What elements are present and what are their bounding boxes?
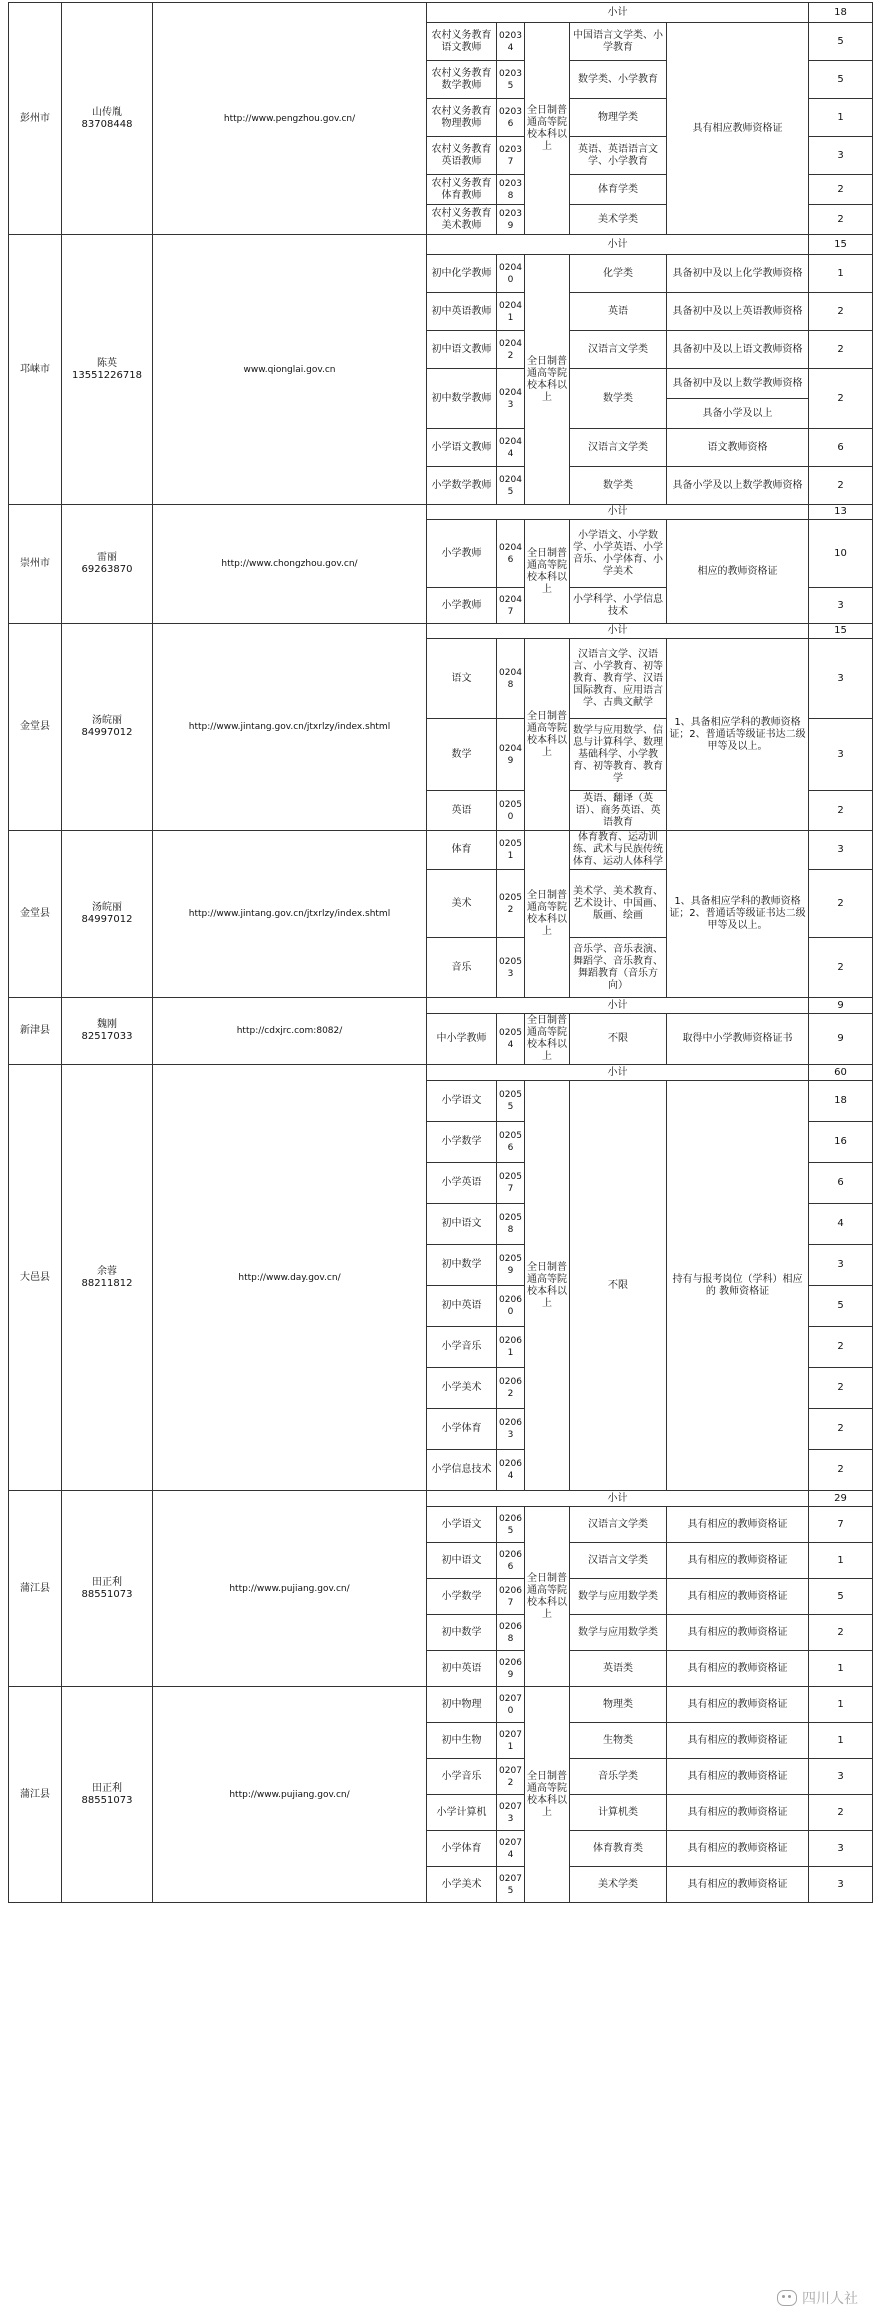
post-cell: 小学语文 [427, 1507, 497, 1543]
post-cell: 语文 [427, 639, 497, 719]
count-cell: 1 [809, 99, 873, 137]
count-cell: 5 [809, 1579, 873, 1615]
post-cell: 小学音乐 [427, 1327, 497, 1368]
url-cell: http://www.pujiang.gov.cn/ [153, 1687, 427, 1903]
watermark [777, 2288, 858, 2308]
contact-name: 田正利 [92, 1782, 122, 1794]
contact-cell [62, 235, 153, 505]
count-cell: 16 [809, 1122, 873, 1163]
url-cell: http://cdxjrc.com:8082/ [153, 998, 427, 1065]
requirement-cell: 具备初中及以上英语教师资格 [667, 293, 809, 331]
code-cell: 02048 [497, 639, 525, 719]
code-cell: 02055 [497, 1081, 525, 1122]
post-cell: 农村义务教育英语教师 [427, 137, 497, 175]
post-cell: 英语 [427, 791, 497, 831]
requirement-cell: 具有相应的教师资格证 [667, 1723, 809, 1759]
code-cell: 02036 [497, 99, 525, 137]
subtotal-label: 小计 [427, 235, 809, 255]
wechat-icon [777, 2290, 797, 2306]
subtotal-label: 小计 [427, 3, 809, 23]
count-cell: 3 [809, 1867, 873, 1903]
contact-name: 汤皖丽 [92, 902, 122, 913]
major-cell: 美术学类 [570, 205, 667, 235]
subtotal-row [9, 998, 873, 1014]
post-cell: 小学数学 [427, 1579, 497, 1615]
region-cell: 崇州市 [9, 505, 62, 624]
education-cell: 全日制普通高等院校本科以上 [525, 1081, 570, 1491]
major-cell: 汉语言文学类 [570, 1543, 667, 1579]
code-cell: 02038 [497, 175, 525, 205]
contact-phone: 82517033 [81, 1031, 133, 1042]
count-cell: 3 [809, 639, 873, 719]
post-cell: 小学语文教师 [427, 429, 497, 467]
code-cell: 02041 [497, 293, 525, 331]
subtotal-row [9, 1491, 873, 1507]
major-cell: 数学类 [570, 369, 667, 429]
major-cell: 体育学类 [570, 175, 667, 205]
major-cell: 英语类 [570, 1651, 667, 1687]
region-cell: 大邑县 [9, 1065, 62, 1491]
count-cell: 3 [809, 1831, 873, 1867]
education-cell: 全日制普通高等院校本科以上 [525, 831, 570, 998]
post-cell: 初中语文教师 [427, 331, 497, 369]
subtotal-count: 29 [809, 1491, 873, 1507]
major-cell: 物理类 [570, 1687, 667, 1723]
contact-cell [62, 998, 153, 1065]
code-cell: 02070 [497, 1687, 525, 1723]
count-cell: 2 [809, 1795, 873, 1831]
education-cell: 全日制普通高等院校本科以上 [525, 639, 570, 831]
count-cell: 2 [809, 1327, 873, 1368]
post-cell: 数学 [427, 719, 497, 791]
contact-phone: 13551226718 [72, 369, 142, 381]
major-cell: 汉语言文学类 [570, 331, 667, 369]
code-cell: 02053 [497, 938, 525, 998]
contact-cell [62, 505, 153, 624]
count-cell: 2 [809, 1409, 873, 1450]
code-cell: 02044 [497, 429, 525, 467]
region-cell: 蒲江县 [9, 1491, 62, 1687]
post-cell: 小学数学 [427, 1122, 497, 1163]
major-cell: 体育教育、运动训练、武术与民族传统体育、运动人体科学 [570, 831, 667, 870]
post-cell: 农村义务教育物理教师 [427, 99, 497, 137]
major-cell: 化学类 [570, 255, 667, 293]
major-cell: 小学科学、小学信息技术 [570, 588, 667, 624]
count-cell: 9 [809, 1014, 873, 1065]
major-cell: 数学与应用数学、信息与计算科学、数理基础科学、小学教育、初等教育、教育学 [570, 719, 667, 791]
requirement-cell: 具有相应教师资格证 [667, 23, 809, 235]
code-cell: 02042 [497, 331, 525, 369]
count-cell: 1 [809, 1543, 873, 1579]
subtotal-count: 18 [809, 3, 873, 23]
region-cell: 新津县 [9, 998, 62, 1065]
contact-phone: 84997012 [81, 727, 133, 738]
education-cell: 全日制普通高等院校本科以上 [525, 1014, 570, 1065]
contact-name: 山传胤 [92, 106, 122, 118]
count-cell: 18 [809, 1081, 873, 1122]
post-cell: 初中语文 [427, 1204, 497, 1245]
url-cell: http://www.pujiang.gov.cn/ [153, 1491, 427, 1687]
post-cell: 小学美术 [427, 1368, 497, 1409]
count-cell: 5 [809, 1286, 873, 1327]
count-cell: 1 [809, 255, 873, 293]
requirement-cell: 取得中小学教师资格证书 [667, 1014, 809, 1065]
contact-phone: 83708448 [81, 118, 133, 130]
major-cell: 数学类、小学教育 [570, 61, 667, 99]
post-cell: 美术 [427, 870, 497, 938]
post-cell: 小学英语 [427, 1163, 497, 1204]
code-cell: 02059 [497, 1245, 525, 1286]
code-cell: 02045 [497, 467, 525, 505]
post-cell: 农村义务教育美术教师 [427, 205, 497, 235]
major-cell: 音乐学类 [570, 1759, 667, 1795]
post-cell: 小学美术 [427, 1867, 497, 1903]
subtotal-count: 15 [809, 235, 873, 255]
post-cell: 小学计算机 [427, 1795, 497, 1831]
table-row [9, 1687, 873, 1723]
url-cell: http://www.jintang.gov.cn/jtxrlzy/index.shtml [153, 831, 427, 998]
count-cell: 3 [809, 831, 873, 870]
post-cell: 小学数学教师 [427, 467, 497, 505]
url-cell: http://www.day.gov.cn/ [153, 1065, 427, 1491]
post-cell: 小学教师 [427, 588, 497, 624]
major-cell: 小学语文、小学数学、小学英语、小学音乐、小学体育、小学美术 [570, 520, 667, 588]
subtotal-label: 小计 [427, 505, 809, 520]
contact-cell [62, 624, 153, 831]
code-cell: 02057 [497, 1163, 525, 1204]
count-cell: 3 [809, 137, 873, 175]
code-cell: 02068 [497, 1615, 525, 1651]
count-cell: 3 [809, 1245, 873, 1286]
contact-name: 陈英 [97, 357, 117, 369]
contact-name: 汤皖丽 [92, 715, 122, 726]
count-cell: 6 [809, 1163, 873, 1204]
code-cell: 02046 [497, 520, 525, 588]
requirement-cell: 具备初中及以上语文教师资格 [667, 331, 809, 369]
requirement-cell: 相应的教师资格证 [667, 520, 809, 624]
major-cell: 英语、英语语言文学、小学教育 [570, 137, 667, 175]
post-cell: 初中数学 [427, 1245, 497, 1286]
subtotal-row [9, 505, 873, 520]
subtotal-row [9, 1065, 873, 1081]
requirement-cell: 具有相应的教师资格证 [667, 1507, 809, 1543]
post-cell: 体育 [427, 831, 497, 870]
code-cell: 02063 [497, 1409, 525, 1450]
count-cell: 7 [809, 1507, 873, 1543]
post-cell: 初中生物 [427, 1723, 497, 1759]
contact-name: 魏刚 [97, 1019, 117, 1030]
requirement-cell: 具备小学及以上数学教师资格 [667, 467, 809, 505]
contact-cell [62, 1491, 153, 1687]
post-cell: 初中化学教师 [427, 255, 497, 293]
contact-name: 雷丽 [97, 552, 117, 563]
region-cell: 金堂县 [9, 831, 62, 998]
code-cell: 02072 [497, 1759, 525, 1795]
code-cell: 02052 [497, 870, 525, 938]
contact-cell [62, 3, 153, 235]
major-cell: 中国语言文学类、小学教育 [570, 23, 667, 61]
requirement-cell: 具备小学及以上 [667, 399, 809, 429]
code-cell: 02037 [497, 137, 525, 175]
count-cell: 2 [809, 1368, 873, 1409]
requirement-cell: 具有相应的教师资格证 [667, 1687, 809, 1723]
major-cell: 数学与应用数学类 [570, 1579, 667, 1615]
post-cell: 初中英语 [427, 1651, 497, 1687]
major-cell: 汉语言文学、汉语言、小学教育、初等教育、教育学、汉语国际教育、应用语言学、古典文献学 [570, 639, 667, 719]
count-cell: 5 [809, 23, 873, 61]
count-cell: 6 [809, 429, 873, 467]
post-cell: 小学语文 [427, 1081, 497, 1122]
post-cell: 初中物理 [427, 1687, 497, 1723]
region-cell: 彭州市 [9, 3, 62, 235]
post-cell: 农村义务教育数学教师 [427, 61, 497, 99]
region-cell: 邛崃市 [9, 235, 62, 505]
post-cell: 小学教师 [427, 520, 497, 588]
subtotal-count: 15 [809, 624, 873, 639]
post-cell: 中小学教师 [427, 1014, 497, 1065]
table-row [9, 831, 873, 870]
major-cell: 不限 [570, 1014, 667, 1065]
major-cell: 物理学类 [570, 99, 667, 137]
code-cell: 02035 [497, 61, 525, 99]
code-cell: 02071 [497, 1723, 525, 1759]
education-cell: 全日制普通高等院校本科以上 [525, 520, 570, 624]
major-cell: 不限 [570, 1081, 667, 1491]
post-cell: 小学信息技术 [427, 1450, 497, 1491]
requirement-cell: 具备初中及以上数学教师资格 [667, 369, 809, 399]
contact-phone: 88551073 [81, 1794, 133, 1806]
code-cell: 02074 [497, 1831, 525, 1867]
major-cell: 英语、翻译（英语）、商务英语、英语教育 [570, 791, 667, 831]
post-cell: 初中数学教师 [427, 369, 497, 429]
count-cell: 2 [809, 205, 873, 235]
subtotal-count: 9 [809, 998, 873, 1014]
major-cell: 计算机类 [570, 1795, 667, 1831]
code-cell: 02056 [497, 1122, 525, 1163]
count-cell: 3 [809, 719, 873, 791]
post-cell: 初中数学 [427, 1615, 497, 1651]
count-cell: 2 [809, 467, 873, 505]
count-cell: 1 [809, 1687, 873, 1723]
post-cell: 初中语文 [427, 1543, 497, 1579]
requirement-cell: 具有相应的教师资格证 [667, 1543, 809, 1579]
code-cell: 02061 [497, 1327, 525, 1368]
requirement-cell: 具有相应的教师资格证 [667, 1579, 809, 1615]
code-cell: 02073 [497, 1795, 525, 1831]
major-cell: 体育教育类 [570, 1831, 667, 1867]
contact-name: 余蓉 [97, 1265, 117, 1277]
contact-phone: 88211812 [81, 1277, 133, 1289]
major-cell: 英语 [570, 293, 667, 331]
education-cell: 全日制普通高等院校本科以上 [525, 23, 570, 235]
code-cell: 02066 [497, 1543, 525, 1579]
count-cell: 2 [809, 293, 873, 331]
count-cell: 2 [809, 331, 873, 369]
contact-phone: 84997012 [81, 914, 133, 925]
contact-cell [62, 831, 153, 998]
post-cell: 农村义务教育体育教师 [427, 175, 497, 205]
requirement-cell: 1、具备相应学科的教师资格证；2、普通话等级证书达二级甲等及以上。 [667, 831, 809, 998]
code-cell: 02067 [497, 1579, 525, 1615]
count-cell: 3 [809, 1759, 873, 1795]
count-cell: 2 [809, 369, 873, 429]
code-cell: 02054 [497, 1014, 525, 1065]
url-cell: www.qionglai.gov.cn [153, 235, 427, 505]
subtotal-count: 13 [809, 505, 873, 520]
count-cell: 3 [809, 588, 873, 624]
major-cell: 汉语言文学类 [570, 1507, 667, 1543]
major-cell: 生物类 [570, 1723, 667, 1759]
subtotal-count: 60 [809, 1065, 873, 1081]
requirement-cell: 具有相应的教师资格证 [667, 1867, 809, 1903]
subtotal-label: 小计 [427, 1491, 809, 1507]
url-cell: http://www.pengzhou.gov.cn/ [153, 3, 427, 235]
major-cell: 音乐学、音乐表演、舞蹈学、音乐教育、舞蹈教育（音乐方向） [570, 938, 667, 998]
subtotal-label: 小计 [427, 1065, 809, 1081]
contact-phone: 69263870 [81, 564, 133, 575]
code-cell: 02043 [497, 369, 525, 429]
subtotal-label: 小计 [427, 624, 809, 639]
major-cell: 美术学、美术教育、艺术设计、中国画、版画、绘画 [570, 870, 667, 938]
count-cell: 2 [809, 1450, 873, 1491]
count-cell: 2 [809, 938, 873, 998]
subtotal-row [9, 624, 873, 639]
requirement-cell: 1、具备相应学科的教师资格证；2、普通话等级证书达二级甲等及以上。 [667, 639, 809, 831]
major-cell: 数学类 [570, 467, 667, 505]
post-cell: 音乐 [427, 938, 497, 998]
post-cell: 初中英语教师 [427, 293, 497, 331]
subtotal-row [9, 235, 873, 255]
code-cell: 02039 [497, 205, 525, 235]
url-cell: http://www.chongzhou.gov.cn/ [153, 505, 427, 624]
major-cell: 美术学类 [570, 1867, 667, 1903]
count-cell: 2 [809, 791, 873, 831]
code-cell: 02050 [497, 791, 525, 831]
contact-cell [62, 1065, 153, 1491]
code-cell: 02064 [497, 1450, 525, 1491]
code-cell: 02075 [497, 1867, 525, 1903]
requirement-cell: 具有相应的教师资格证 [667, 1759, 809, 1795]
major-cell: 数学与应用数学类 [570, 1615, 667, 1651]
subtotal-label: 小计 [427, 998, 809, 1014]
watermark-text: 四川人社 [802, 2291, 858, 2307]
count-cell: 2 [809, 1615, 873, 1651]
education-cell: 全日制普通高等院校本科以上 [525, 1507, 570, 1687]
count-cell: 1 [809, 1651, 873, 1687]
requirement-cell: 语文教师资格 [667, 429, 809, 467]
count-cell: 1 [809, 1723, 873, 1759]
major-cell: 汉语言文学类 [570, 429, 667, 467]
contact-phone: 88551073 [81, 1588, 133, 1600]
subtotal-row [9, 3, 873, 23]
count-cell: 2 [809, 175, 873, 205]
recruitment-table [8, 2, 873, 1903]
code-cell: 02049 [497, 719, 525, 791]
education-cell: 全日制普通高等院校本科以上 [525, 255, 570, 505]
count-cell: 5 [809, 61, 873, 99]
code-cell: 02069 [497, 1651, 525, 1687]
count-cell: 10 [809, 520, 873, 588]
requirement-cell: 具有相应的教师资格证 [667, 1615, 809, 1651]
post-cell: 小学体育 [427, 1831, 497, 1867]
code-cell: 02058 [497, 1204, 525, 1245]
requirement-cell: 具有相应的教师资格证 [667, 1795, 809, 1831]
code-cell: 02060 [497, 1286, 525, 1327]
url-cell: http://www.jintang.gov.cn/jtxrlzy/index.shtml [153, 624, 427, 831]
code-cell: 02062 [497, 1368, 525, 1409]
code-cell: 02034 [497, 23, 525, 61]
count-cell: 4 [809, 1204, 873, 1245]
code-cell: 02047 [497, 588, 525, 624]
code-cell: 02051 [497, 831, 525, 870]
count-cell: 2 [809, 870, 873, 938]
code-cell: 02040 [497, 255, 525, 293]
post-cell: 农村义务教育语文教师 [427, 23, 497, 61]
post-cell: 初中英语 [427, 1286, 497, 1327]
education-cell: 全日制普通高等院校本科以上 [525, 1687, 570, 1903]
requirement-cell: 具备初中及以上化学教师资格 [667, 255, 809, 293]
requirement-cell: 持有与报考岗位（学科）相应的 教师资格证 [667, 1081, 809, 1491]
recruitment-table-page [8, 2, 872, 2314]
post-cell: 小学音乐 [427, 1759, 497, 1795]
region-cell: 蒲江县 [9, 1687, 62, 1903]
code-cell: 02065 [497, 1507, 525, 1543]
requirement-cell: 具有相应的教师资格证 [667, 1651, 809, 1687]
table-body [9, 3, 873, 1903]
post-cell: 小学体育 [427, 1409, 497, 1450]
contact-cell [62, 1687, 153, 1903]
requirement-cell: 具有相应的教师资格证 [667, 1831, 809, 1867]
contact-name: 田正利 [92, 1576, 122, 1588]
region-cell: 金堂县 [9, 624, 62, 831]
